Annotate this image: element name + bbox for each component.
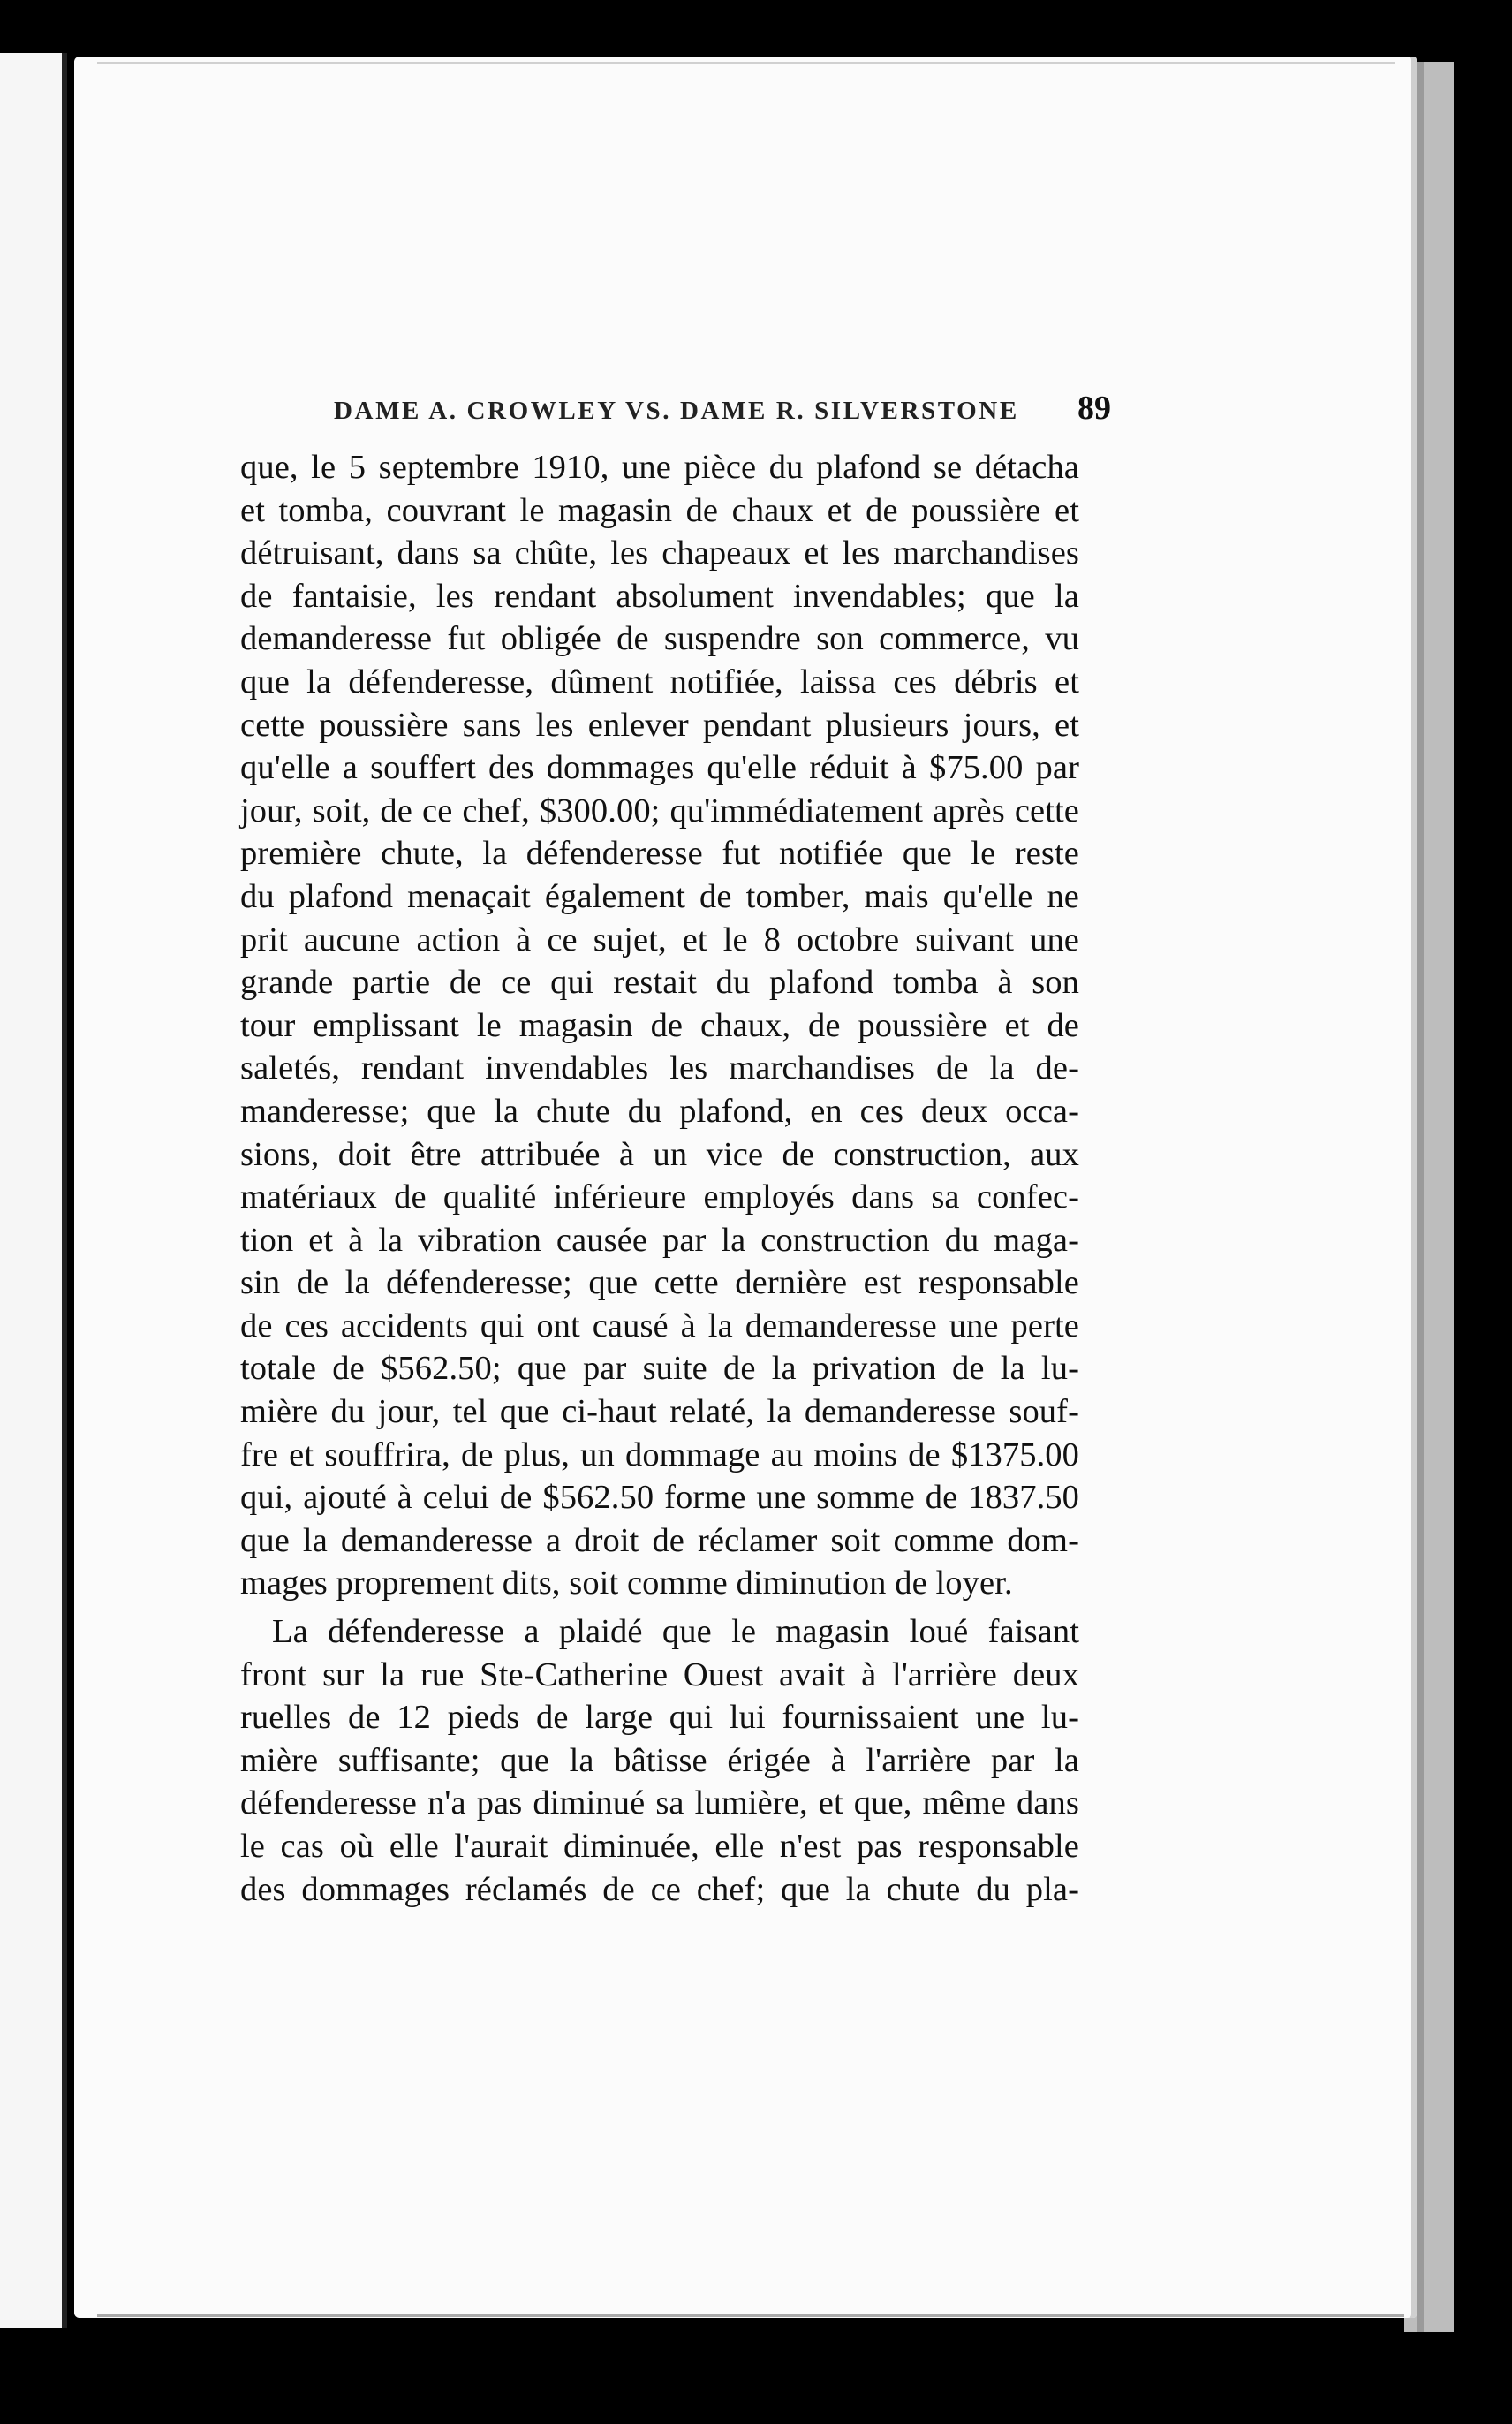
text-line: manderesse; que la chute du plafond, en ces deux occa- [240,1092,1079,1130]
text-line: et tomba, couvrant le magasin de chaux et de poussière et [240,491,1079,529]
text-line: front sur la rue Ste-Catherine Ouest avait à l'arrière deux [240,1655,1079,1693]
paragraph-2 [240,1610,1079,1911]
bottom-page-border [97,2314,1404,2317]
text-line: saletés, rendant invendables les marchandises de la de- [240,1049,1079,1087]
text-line: première chute, la défenderesse fut notifiée que le reste [240,835,1079,873]
text-line: du plafond menaçait également de tomber, mais qu'elle ne [240,877,1079,915]
text-line: mages proprement dits, soit comme diminution de loyer. [240,1564,1013,1602]
text-line: ruelles de 12 pieds de large qui lui fournissaient une lu- [240,1699,1079,1737]
text-line: totale de $562.50; que par suite de la privation de la lu- [240,1350,1079,1388]
text-line: que, le 5 septembre 1910, une pièce du plafond se détacha [240,449,1079,486]
text-line: tion et à la vibration causée par la construction du maga- [240,1221,1079,1259]
text-line: mière suffisante; que la bâtisse érigée à l'arrière par la [240,1741,1079,1779]
paragraph-1 [240,446,1079,1605]
top-page-border [97,62,1395,64]
page-number: 89 [1077,390,1111,427]
text-line: matériaux de qualité inférieure employés dans sa confec- [240,1178,1079,1216]
text-line: La défenderesse a plaidé que le magasin loué faisant [272,1613,1079,1651]
text-line: sions, doit être attribuée à un vice de construction, aux [240,1135,1079,1173]
text-line: demanderesse fut obligée de suspendre son commerce, vu [240,620,1079,658]
text-line: que la défenderesse, dûment notifiée, laissa ces débris et [240,663,1079,701]
text-line: le cas où elle l'aurait diminuée, elle n'est pas responsable [240,1828,1079,1865]
text-line: qu'elle a souffert des dommages qu'elle réduit à $75.00 par [240,749,1079,787]
text-line: tour emplissant le magasin de chaux, de poussière et de [240,1006,1079,1044]
text-line: détruisant, dans sa chûte, les chapeaux et les marchandises [240,534,1079,572]
text-line: qui, ajouté à celui de $562.50 forme une somme de 1837.50 [240,1479,1079,1517]
running-head-title: DAME A. CROWLEY VS. DAME R. SILVERSTONE [334,397,1019,425]
text-line: de fantaisie, les rendant absolument invendables; que la [240,577,1079,615]
text-line: défenderesse n'a pas diminué sa lumière, et que, même dans [240,1784,1079,1822]
text-line: des dommages réclamés de ce chef; que la chute du pla- [240,1870,1079,1908]
text-line: mière du jour, tel que ci-haut relaté, la demanderesse souf- [240,1393,1079,1431]
text-line: de ces accidents qui ont causé à la demanderesse une perte [240,1307,1079,1345]
body-text [240,446,1079,1911]
running-head [334,389,1111,433]
text-line: grande partie de ce qui restait du plafond tomba à son [240,964,1079,1002]
text-line: fre et souffrira, de plus, un dommage au moins de $1375.00 [240,1435,1079,1473]
text-line: sin de la défenderesse; que cette dernière est responsable [240,1264,1079,1302]
text-line: jour, soit, de ce chef, $300.00; qu'immédiatement après cette [240,792,1079,829]
facing-page-edge [0,53,67,2328]
text-line: que la demanderesse a droit de réclamer soit comme dom- [240,1521,1079,1559]
text-line: prit aucune action à ce sujet, et le 8 octobre suivant une [240,920,1079,958]
text-line: cette poussière sans les enlever pendant plusieurs jours, et [240,706,1079,744]
